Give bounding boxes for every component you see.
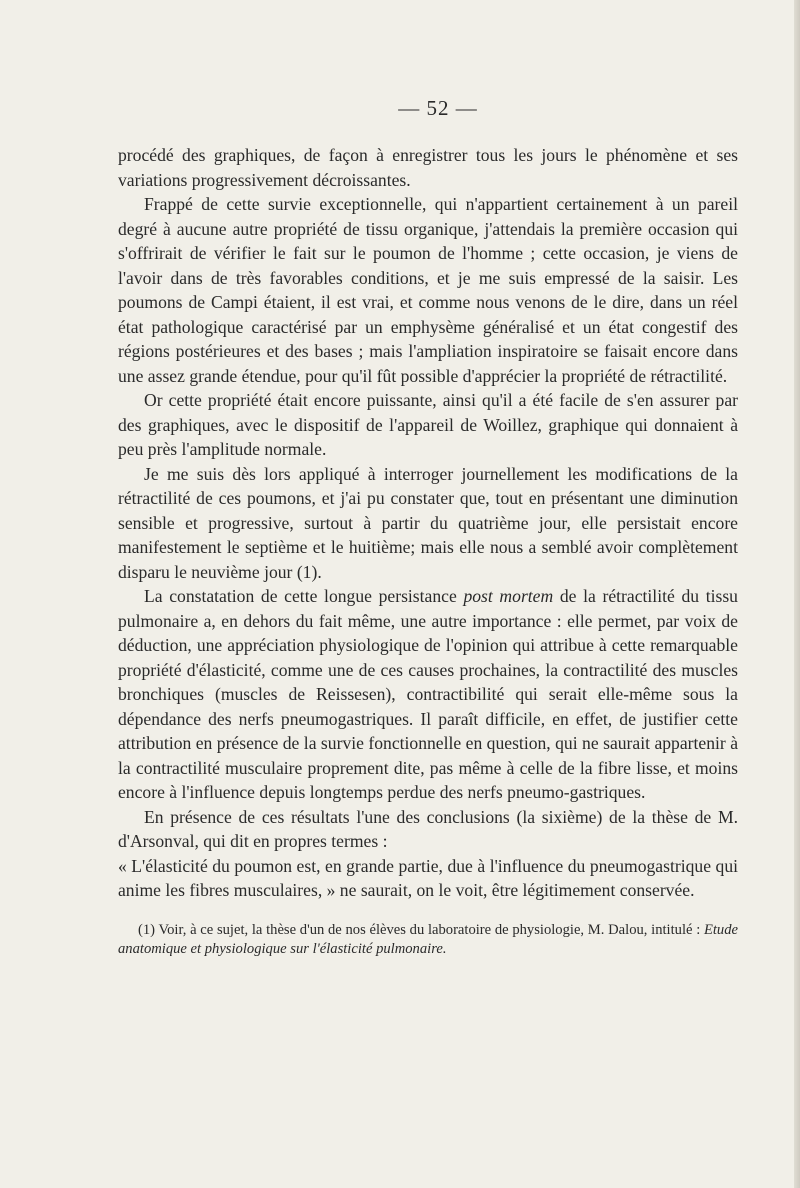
body-text — [118, 143, 738, 903]
paragraph-conclusions: En présence de ces résultats l'une des conclusions (la sixième) de la thèse de M. d'Arsonval, qui dit en propres termes : — [118, 806, 738, 851]
paragraph-continuation: procédé des graphiques, de façon à enregistrer tous les jours le phénomène et ses variations progressivement décroissantes. — [118, 145, 738, 190]
post-mortem-italic: post mortem — [463, 586, 554, 606]
paragraph-survie: Frappé de cette survie exceptionnelle, qui n'appartient certainement à un pareil degré à aucune autre propriété de tissu organique, j'attendais la première occasion qui s'offrirait de vérifier le fait sur le poumon de l'homme ; cette occasion, je viens de l'avoir dans de très favorables conditions, et je me suis empressé de la saisir. Les poumons de Campi étaient, il est vrai, et comme nous venons de le dire, dans un réel état pathologique caractérisé par un emphysème généralisé et un état congestif des régions postérieures et des bases ; mais l'ampliation inspiratoire se faisait encore dans une assez grande étendue, pour qu'il fût possible d'apprécier la propriété de rétractilité. — [118, 194, 738, 386]
footnote-title: Etude anatomique et physiologique sur l'élasticité pulmonaire. — [118, 921, 738, 957]
page-number: — 52 — — [398, 96, 478, 120]
quote-arsonval: « L'élasticité du poumon est, en grande partie, due à l'influence du pneumogastrique qui anime les fibres musculaires, » ne saurait, on le voit, être légitimement conservée. — [118, 855, 738, 900]
paragraph-retractilite: Je me suis dès lors appliqué à interroger journellement les modifications de la rétractilité de ces poumons, et j'ai pu constater que, tout en présentant une diminution sensible et progressive, surtout à partir du quatrième jour, elle persistait encore manifestement le septième et le huitième; mais elle nous a semblé avoir complètement disparu le neuvième jour (1). — [118, 463, 738, 582]
footnote-text: (1) Voir, à ce sujet, la thèse d'un de nos élèves du laboratoire de physiologie, M. Dalou, intitulé : — [138, 921, 704, 938]
paragraph-propriete: Or cette propriété était encore puissante, ainsi qu'il a été facile de s'en assurer par des graphiques, avec le dispositif de l'appareil de Woillez, graphique qui donnaient à peu près l'amplitude normale. — [118, 390, 738, 459]
paragraph-constatation-start: La constatation de cette longue persistance — [144, 586, 464, 606]
paragraph-constatation-rest: de la rétractilité du tissu pulmonaire a, en dehors du fait même, une autre importance : elle permet, par voix de déduction, une appréciation physiologique de l'opinion qui attribue à cette remarquable propriété d'élasticité, comme une de ces causes prochaines, la contractilité des muscles bronchiques (muscles de Reissesen), contractibilité qui serait elle-même sous la dépendance des nerfs pneumogastriques. Il paraît difficile, en effet, de justifier cette attribution en présence de la survie fonctionnelle en question, qui ne saurait appartenir à la contractilité musculaire proprement dite, pas même à celle de la fibre lisse, et moins encore à l'influence depuis longtemps perdue des nerfs pneumo-gastriques. — [118, 586, 738, 802]
footnote — [118, 921, 738, 960]
paragraph-constatation — [118, 584, 738, 805]
